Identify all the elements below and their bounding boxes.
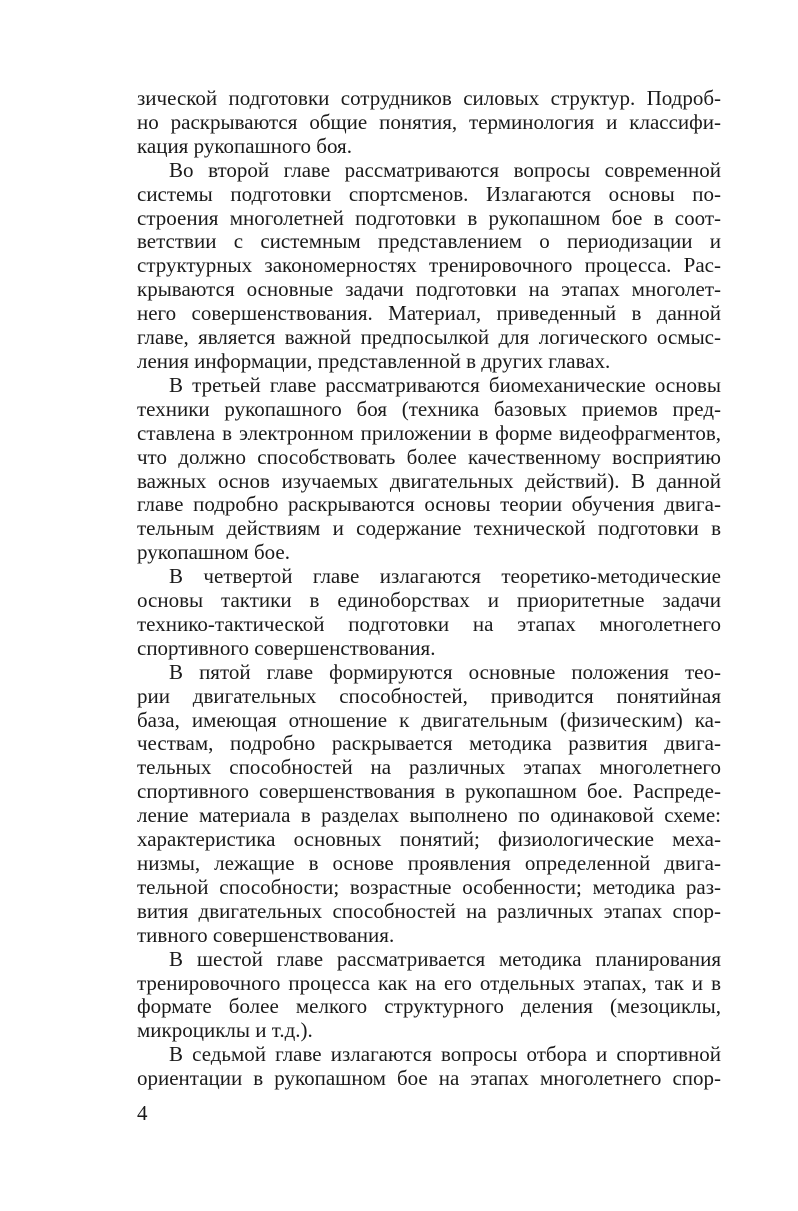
text-line: зической подготовки сотрудников силовых структур. Подроб- <box>137 86 721 110</box>
text-line: крываются основные задачи подготовки на этапах многолет- <box>137 277 721 302</box>
text-line: что должно способствовать более качественному восприятию <box>137 444 721 469</box>
text-line: системы подготовки спортсменов. Излагаются основы по- <box>137 181 721 206</box>
text-line: характеристика основных понятий; физиологические меха- <box>137 827 721 852</box>
paragraph <box>137 159 721 374</box>
text-line: вития двигательных способностей на различных этапах спор- <box>137 898 721 923</box>
text-line: В третьей главе рассматриваются биомеханические основы <box>169 372 721 397</box>
text-line: главе, является важной предпосылкой для логического осмыс- <box>137 325 721 350</box>
text-line: главе подробно раскрываются основы теории обучения двига- <box>137 492 721 517</box>
text-line: рукопашном бое. <box>137 540 290 565</box>
text-line: рии двигательных способностей, приводится понятийная <box>137 683 721 708</box>
text-line: формате более мелкого структурного деления (мезоциклы, <box>137 994 721 1019</box>
paragraph <box>137 948 721 1044</box>
page-number: 4 <box>137 1101 148 1125</box>
text-line: структурных закономерностях тренировочного процесса. Рас- <box>137 253 721 278</box>
paragraph <box>137 374 721 565</box>
paragraph <box>137 1043 721 1091</box>
text-line: тельных способностей на различных этапах многолетнего <box>137 755 721 780</box>
text-line: тренировочного процесса как на его отдельных этапах, так и в <box>137 970 721 995</box>
text-line: микроциклы и т.д.). <box>137 1018 313 1043</box>
text-line: важных основ изучаемых двигательных действий). В данной <box>137 468 721 493</box>
text-line: тельным действиям и содержание технической подготовки в <box>137 516 721 541</box>
text-line: ветствии с системным представлением о периодизации и <box>137 229 721 254</box>
text-line: спортивного совершенствования в рукопашном бое. Распреде- <box>137 779 721 804</box>
text-line: база, имеющая отношение к двигательным (физическим) ка- <box>137 707 721 732</box>
text-line: В пятой главе формируются основные положения тео- <box>169 659 721 684</box>
text-line: тивного совершенствования. <box>137 922 395 947</box>
text-line: тельной способности; возрастные особенности; методика раз- <box>137 874 721 899</box>
text-line: В четвертой главе излагаются теоретико-методические <box>169 564 721 589</box>
text-line: него совершенствования. Материал, приведенный в данной <box>137 301 721 326</box>
text-line: спортивного совершенствования. <box>137 635 436 660</box>
text-line: ление материала в разделах выполнено по одинаковой схеме: <box>137 803 721 828</box>
paragraph <box>137 87 721 159</box>
body-text <box>137 87 721 1091</box>
text-line: Во второй главе рассматриваются вопросы современной <box>169 157 721 182</box>
text-line: чествам, подробно раскрывается методика развития двига- <box>137 731 721 756</box>
paragraph <box>137 565 721 661</box>
text-line: строения многолетней подготовки в рукопашном бое в соот- <box>137 205 721 230</box>
text-line: техники рукопашного боя (техника базовых приемов пред- <box>137 396 721 421</box>
paragraph <box>137 661 721 948</box>
text-line: основы тактики в единоборствах и приоритетные задачи <box>137 588 721 613</box>
text-line: ления информации, представленной в других главах. <box>137 348 611 373</box>
text-line: В седьмой главе излагаются вопросы отбора и спортивной <box>169 1042 721 1067</box>
text-line: кация рукопашного боя. <box>137 133 352 158</box>
text-line: ставлена в электронном приложении в форме видеофрагментов, <box>137 420 721 445</box>
text-line: В шестой главе рассматривается методика планирования <box>169 946 721 971</box>
text-line: ориентации в рукопашном бое на этапах многолетнего спор- <box>137 1066 721 1091</box>
text-line: низмы, лежащие в основе проявления определенной двига- <box>137 851 721 875</box>
text-line: технико-тактической подготовки на этапах многолетнего <box>137 611 721 636</box>
text-line: но раскрываются общие понятия, терминология и классифи- <box>137 109 721 134</box>
